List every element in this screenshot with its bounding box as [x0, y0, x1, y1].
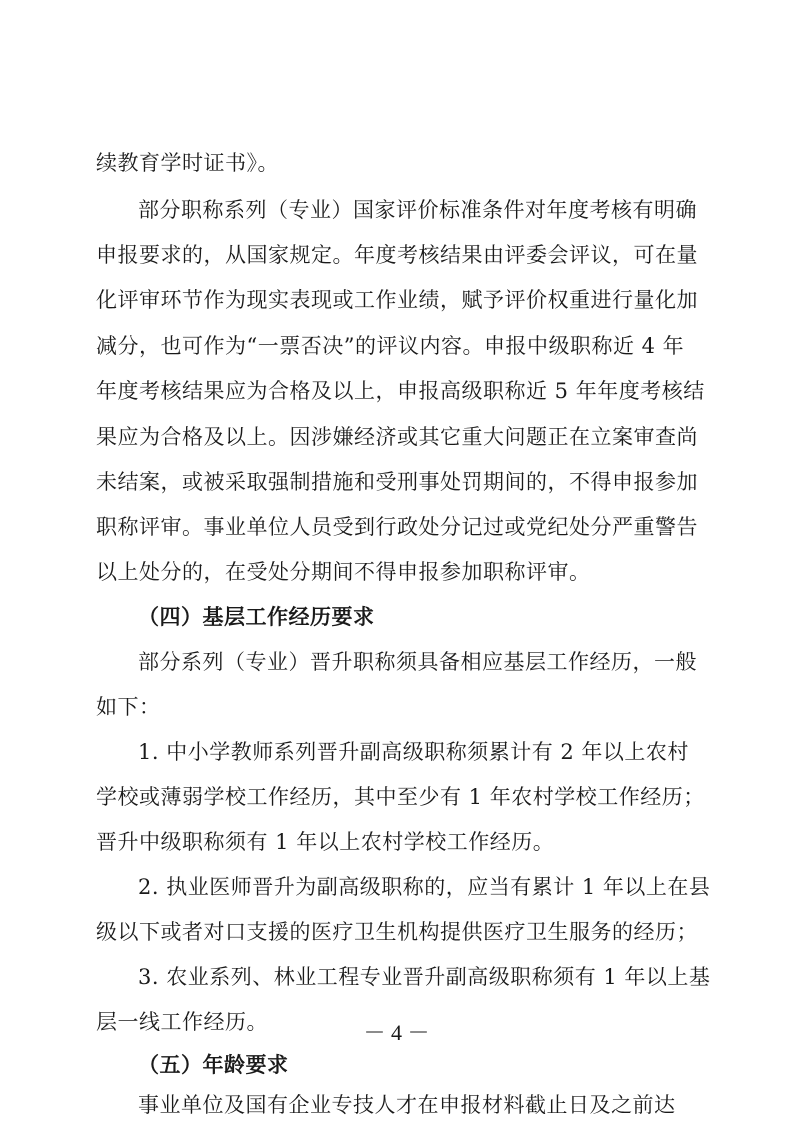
paragraph-line: 化评审环节作为现实表现或工作业绩，赋予评价权重进行量化加 [96, 288, 698, 312]
list-item: 1. 中小学教师系列晋升副高级职称须累计有 2 年以上农村 [138, 740, 689, 764]
section-heading: （五）年龄要求 [138, 1053, 289, 1077]
paragraph-line: 果应为合格及以上。因涉嫌经济或其它重大问题正在立案审查尚 [96, 425, 698, 449]
paragraph-line: 学校或薄弱学校工作经历，其中至少有 1 年农村学校工作经历； [96, 785, 705, 809]
paragraph-line: 如下： [96, 695, 161, 719]
paragraph-line: 年度考核结果应为合格及以上，申报高级职称近 5 年年度考核结 [96, 379, 705, 403]
paragraph-line: 晋升中级职称须有 1 年以上农村学校工作经历。 [96, 830, 555, 854]
paragraph-line: 部分职称系列（专业）国家评价标准条件对年度考核有明确 [138, 198, 697, 222]
section-heading: （四）基层工作经历要求 [138, 605, 375, 629]
list-item: 3. 农业系列、林业工程专业晋升副高级职称须有 1 年以上基 [138, 965, 711, 989]
paragraph-line: 级以下或者对口支援的医疗卫生机构提供医疗卫生服务的经历； [96, 920, 698, 944]
paragraph-line: 事业单位及国有企业专技人才在申报材料截止日及之前达 [138, 1093, 676, 1117]
paragraph-line: 职称评审。事业单位人员受到行政处分记过或党纪处分严重警告 [96, 515, 698, 539]
paragraph-line: 以上处分的，在受处分期间不得申报参加职称评审。 [96, 560, 591, 584]
paragraph-line: 减分，也可作为“一票否决”的评议内容。申报中级职称近 4 年 [96, 334, 685, 358]
list-item: 2. 执业医师晋升为副高级职称的，应当有累计 1 年以上在县 [138, 875, 711, 899]
paragraph-line: 未结案，或被采取强制措施和受刑事处罚期间的，不得申报参加 [96, 470, 698, 494]
paragraph-line: 申报要求的，从国家规定。年度考核结果由评委会评议，可在量 [96, 243, 698, 267]
page-number: － 4 － [363, 1020, 430, 1045]
paragraph-line: 部分系列（专业）晋升职称须具备相应基层工作经历，一般 [138, 650, 697, 674]
paragraph-line: 层一线工作经历。 [96, 1010, 268, 1034]
paragraph-line: 续教育学时证书》。 [96, 151, 279, 175]
